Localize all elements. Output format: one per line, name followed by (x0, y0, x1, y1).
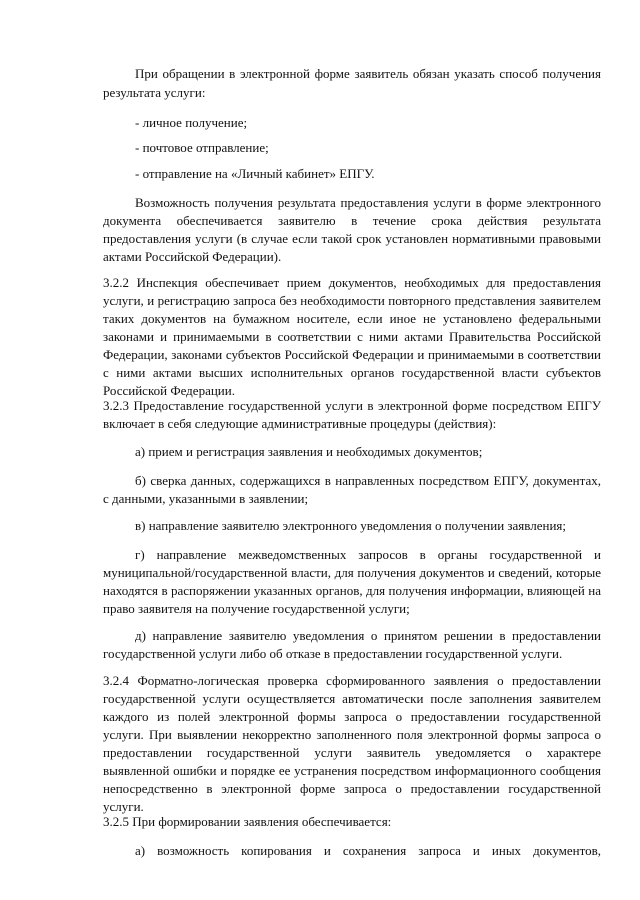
text-line: таких документов на бумажном носителе, если иное не установлено федеральными (103, 311, 601, 326)
text-line: При обращении в электронной форме заявитель обязан указать способ получения (135, 66, 601, 81)
text-line: предоставления услуги (в случае если такой срок установлен нормативными правовыми (103, 231, 601, 246)
list-item: - отправление на «Личный кабинет» ЕПГУ. (135, 166, 375, 181)
text-line: муниципальной/государственной власти, для получения документов и сведений, которые (103, 565, 601, 580)
text-line: 3.2.5 При формировании заявления обеспечивается: (103, 814, 392, 829)
text-line: государственной услуги либо об отказе в предоставлении государственной услуги. (103, 646, 563, 661)
text-line: каждого из полей электронной формы запроса о предоставлении государственной (103, 709, 601, 724)
text-line: услуги, и регистрацию запроса без необходимости повторного представления заявителем (103, 293, 601, 308)
text-line: непосредственно в электронной форме запроса о предоставлении государственной (103, 781, 601, 796)
text-line: законами и принимаемыми в соответствии с ними актами Правительства Российской (103, 329, 601, 344)
list-item: д) направление заявителю уведомления о принятом решении в предоставлении (135, 628, 601, 643)
text-line: 3.2.2 Инспекция обеспечивает прием документов, необходимых для предоставления (103, 275, 601, 290)
list-item: - личное получение; (135, 115, 248, 130)
text-line: с данными, указанными в заявлении; (103, 491, 309, 506)
text-line: документа обеспечивается заявителю в течение срока действия результата (103, 213, 601, 228)
text-line: результата услуги: (103, 85, 206, 100)
list-item: б) сверка данных, содержащихся в направленных посредством ЕПГУ, документах, (135, 473, 601, 488)
list-item: в) направление заявителю электронного уведомления о получении заявления; (135, 518, 567, 533)
text-line: выявленной ошибки и порядке ее устранения посредством информационного сообщения (103, 763, 601, 778)
text-line: актами Российской Федерации). (103, 249, 282, 264)
text-line: находятся в распоряжении указанных органов, для получения информации, влияющей на (103, 583, 601, 598)
text-line: 3.2.3 Предоставление государственной услуги в электронной форме посредством ЕПГУ (103, 398, 601, 413)
text-line: услуги. (103, 799, 144, 814)
text-line: государственной услуги осуществляется автоматически после заполнения заявителем (103, 691, 601, 706)
text-line: предоставлении государственной услуги заявитель уведомляется о характере (103, 745, 601, 760)
list-item: а) возможность копирования и сохранения запроса и иных документов, (135, 843, 601, 858)
text-line: включает в себя следующие административные процедуры (действия): (103, 416, 497, 431)
text-line: с ними актами высших исполнительных органов государственной власти субъектов (103, 365, 601, 380)
text-line: право заявителя на получение государственной услуги; (103, 601, 410, 616)
text-line: Федерации, законами субъектов Российской Федерации и принимаемыми в соответствии (103, 347, 601, 362)
text-line: Российской Федерации. (103, 383, 235, 398)
text-line: Возможность получения результата предоставления услуги в форме электронного (135, 195, 601, 210)
text-line: услуги. При выявлении некорректно заполненного поля электронной формы запроса о (103, 727, 601, 742)
list-item: а) прием и регистрация заявления и необходимых документов; (135, 444, 483, 459)
text-line: 3.2.4 Форматно-логическая проверка сформированного заявления о предоставлении (103, 673, 601, 688)
list-item: г) направление межведомственных запросов в органы государственной и (135, 547, 601, 562)
list-item: - почтовое отправление; (135, 140, 269, 155)
